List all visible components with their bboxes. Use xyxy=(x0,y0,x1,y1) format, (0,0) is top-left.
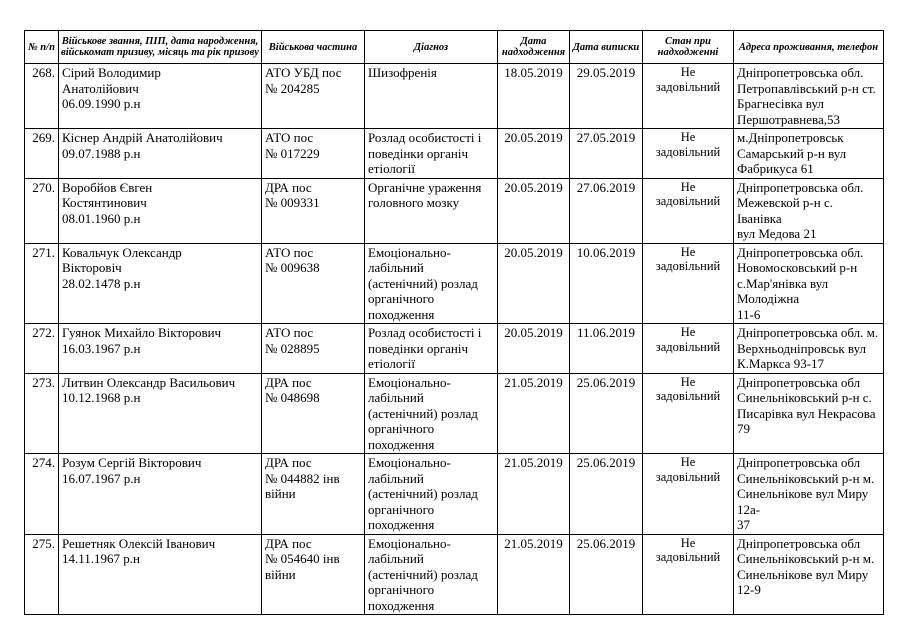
cell-unit xyxy=(262,324,365,374)
cell-discharged: 27.05.2019 xyxy=(570,129,643,179)
table-row xyxy=(25,129,884,179)
cell-unit xyxy=(262,178,365,243)
cell-person xyxy=(59,178,262,243)
cell-state xyxy=(643,129,734,179)
cell-unit-line: ДРА пос xyxy=(265,455,312,470)
cell-diagnosis-line: етіології xyxy=(368,161,415,176)
header-person: Військове звання, ПІП, дата народження, військомат призиву, місяць та рік призову xyxy=(59,31,262,64)
table-row xyxy=(25,178,884,243)
cell-address-line: Дніпропетровська обл. xyxy=(737,65,864,80)
cell-unit-line: ДРА пос xyxy=(265,179,312,195)
cell-unit-line: війни xyxy=(265,486,296,501)
cell-person-line: Литвин Олександр Васильович xyxy=(62,374,236,390)
cell-diagnosis-line: Розлад особистості і xyxy=(368,325,482,340)
header-diagnosis: Діагноз xyxy=(365,31,498,64)
cell-diagnosis-line: лабільний xyxy=(368,470,424,486)
cell-diagnosis xyxy=(365,64,498,129)
cell-unit-line: № 009331 xyxy=(265,195,320,210)
cell-person-line: Кіснер Андрій Анатолійович xyxy=(62,130,223,145)
cell-address-line: 11-6 xyxy=(737,306,761,322)
cell-diagnosis-line: походження xyxy=(368,436,435,452)
cell-person-line: Вікторовіч xyxy=(62,260,122,275)
cell-unit-line: ДРА пос xyxy=(265,535,312,551)
cell-person-line: Анатолійович xyxy=(62,80,139,96)
cell-num: 271. xyxy=(25,243,59,324)
cell-diagnosis-line: походження xyxy=(368,517,435,532)
cell-admitted: 20.05.2019 xyxy=(498,243,570,324)
cell-person-line: Решетняк Олексій Іванович xyxy=(62,535,216,551)
cell-diagnosis-line: Емоціонально- xyxy=(368,244,451,260)
cell-num: 275. xyxy=(25,534,59,615)
cell-person-line: Ковальчук Олександр xyxy=(62,244,182,260)
cell-unit-line: АТО пос xyxy=(265,130,314,145)
cell-discharged: 11.06.2019 xyxy=(570,324,643,374)
cell-person-line: Гуянок Михайло Вікторович xyxy=(62,325,222,340)
cell-num: 268. xyxy=(25,64,59,129)
cell-diagnosis-line: лабільний xyxy=(368,260,424,275)
cell-address-line: вул Медова 21 xyxy=(737,226,817,241)
table-header-row xyxy=(25,31,884,64)
cell-diagnosis-line: походження xyxy=(368,597,435,613)
cell-discharged: 27.06.2019 xyxy=(570,178,643,243)
cell-unit xyxy=(262,534,365,615)
cell-state-line: Не xyxy=(680,455,696,469)
table-row xyxy=(25,373,884,454)
cell-address xyxy=(734,243,884,324)
cell-person xyxy=(59,64,262,129)
cell-unit xyxy=(262,373,365,454)
cell-state xyxy=(643,178,734,243)
cell-unit-line: № 017229 xyxy=(265,145,320,161)
cell-unit-line: № 009638 xyxy=(265,260,320,275)
cell-address-line: Дніпропетровська обл xyxy=(737,455,861,470)
cell-state-line: задовільний xyxy=(655,194,721,208)
cell-discharged: 10.06.2019 xyxy=(570,243,643,324)
cell-unit-line: АТО пос xyxy=(265,244,314,260)
cell-diagnosis xyxy=(365,243,498,324)
cell-state-line: Не xyxy=(680,535,696,550)
cell-state-line: задовільний xyxy=(655,550,721,564)
cell-person xyxy=(59,324,262,374)
cell-unit-line: № 204285 xyxy=(265,80,320,96)
cell-address-line: Синельніковський р-н с. xyxy=(737,390,872,405)
cell-address xyxy=(734,64,884,129)
cell-num: 270. xyxy=(25,178,59,243)
cell-admitted: 21.05.2019 xyxy=(498,534,570,615)
cell-address-line: К.Маркса 93-17 xyxy=(737,356,825,371)
cell-state xyxy=(643,324,734,374)
cell-unit-line: ДРА пос xyxy=(265,374,312,390)
cell-address xyxy=(734,373,884,454)
cell-address-line: Синельнікове вул Миру 12а- xyxy=(737,486,869,517)
cell-address xyxy=(734,324,884,374)
header-discharged: Дата виписки xyxy=(570,31,643,64)
cell-address-line: Самарський р-н вул xyxy=(737,145,847,161)
cell-admitted: 21.05.2019 xyxy=(498,454,570,535)
cell-address-line: Синельніковський р-н м. xyxy=(737,551,875,566)
patients-table xyxy=(24,30,884,615)
cell-person-line: 28.02.1478 р.н xyxy=(62,275,141,291)
cell-address-line: Дніпропетровська обл. м. xyxy=(737,325,879,340)
cell-diagnosis xyxy=(365,324,498,374)
cell-discharged: 25.06.2019 xyxy=(570,534,643,615)
cell-admitted: 20.05.2019 xyxy=(498,129,570,179)
document-page xyxy=(24,30,884,615)
cell-address-line: Дніпропетровська обл. xyxy=(737,179,864,195)
cell-person-line: 16.07.1967 р.н xyxy=(62,470,141,486)
cell-person xyxy=(59,129,262,179)
cell-diagnosis xyxy=(365,534,498,615)
table-row xyxy=(25,454,884,535)
cell-unit xyxy=(262,64,365,129)
cell-diagnosis-line: органічного xyxy=(368,582,435,597)
cell-unit-line: АТО УБД пос xyxy=(265,65,342,80)
cell-diagnosis-line: Емоціонально- xyxy=(368,374,451,390)
cell-address xyxy=(734,178,884,243)
cell-person xyxy=(59,534,262,615)
cell-state-line: задовільний xyxy=(655,389,721,403)
header-admitted: Дата надходження xyxy=(498,31,570,64)
cell-address-line: с.Мар'янівка вул Молодіжна xyxy=(737,275,829,306)
cell-diagnosis-line: (астенічний) розлад xyxy=(368,275,478,291)
table-row xyxy=(25,64,884,129)
cell-diagnosis-line: (астенічний) розлад xyxy=(368,566,478,582)
cell-state-line: задовільний xyxy=(655,259,721,273)
cell-state xyxy=(643,534,734,615)
cell-address-line: Дніпропетровська обл xyxy=(737,374,861,390)
cell-diagnosis-line: головного мозку xyxy=(368,195,460,210)
table-row xyxy=(25,324,884,374)
cell-state xyxy=(643,64,734,129)
cell-num: 274. xyxy=(25,454,59,535)
cell-state-line: Не xyxy=(680,374,696,389)
cell-address-line: 37 xyxy=(737,517,750,532)
cell-diagnosis-line: Розлад особистості і xyxy=(368,130,482,145)
cell-state-line: задовільний xyxy=(655,144,721,159)
cell-diagnosis-line: Органічне ураження xyxy=(368,179,482,195)
cell-person-line: 14.11.1967 р.н xyxy=(62,551,140,566)
cell-address-line: м.Дніпропетровськ xyxy=(737,130,844,145)
cell-person-line: 10.12.1968 р.н xyxy=(62,390,141,405)
header-num: № п/п xyxy=(25,31,59,64)
cell-diagnosis-line: етіології xyxy=(368,356,415,371)
cell-state-line: Не xyxy=(680,325,696,339)
cell-discharged: 29.05.2019 xyxy=(570,64,643,129)
cell-person-line: 08.01.1960 р.н xyxy=(62,210,141,226)
cell-state-line: Не xyxy=(680,244,696,259)
cell-unit-line: війни xyxy=(265,566,296,582)
cell-diagnosis-line: поведінки органіч xyxy=(368,340,469,356)
cell-person-line: 06.09.1990 р.н xyxy=(62,96,141,111)
cell-diagnosis-line: поведінки органіч xyxy=(368,145,469,161)
cell-person-line: Сірий Володимир xyxy=(62,65,161,80)
cell-state xyxy=(643,373,734,454)
cell-diagnosis-line: лабільний xyxy=(368,551,424,566)
cell-address-line: Верхньодніпровськ вул xyxy=(737,340,867,356)
cell-state xyxy=(643,454,734,535)
cell-discharged: 25.06.2019 xyxy=(570,373,643,454)
cell-address-line: Новомосковський р-н xyxy=(737,260,858,275)
header-address: Адреса проживання, телефон xyxy=(734,31,884,64)
cell-address-line: Межевской р-н с. Іванівка xyxy=(737,195,833,226)
cell-state-line: задовільний xyxy=(655,339,721,354)
header-state: Стан при надходженні xyxy=(643,31,734,64)
cell-state-line: задовільний xyxy=(655,79,721,94)
cell-diagnosis xyxy=(365,454,498,535)
cell-address-line: Писарівка вул Некрасова 79 xyxy=(737,405,876,436)
cell-address xyxy=(734,534,884,615)
cell-num: 269. xyxy=(25,129,59,179)
cell-person-line: 09.07.1988 р.н xyxy=(62,145,141,161)
cell-diagnosis-line: (астенічний) розлад xyxy=(368,486,478,501)
cell-admitted: 20.05.2019 xyxy=(498,324,570,374)
cell-address xyxy=(734,454,884,535)
cell-diagnosis xyxy=(365,178,498,243)
cell-state-line: Не xyxy=(680,179,696,194)
cell-diagnosis-line: походження xyxy=(368,306,435,322)
cell-address-line: Фабрикуса 61 xyxy=(737,161,814,176)
cell-unit-line: № 048698 xyxy=(265,390,320,405)
cell-unit-line: № 028895 xyxy=(265,340,320,356)
cell-address-line: Синельніковський р-н м. xyxy=(737,470,875,486)
cell-person-line: Костянтинович xyxy=(62,195,147,210)
cell-admitted: 18.05.2019 xyxy=(498,64,570,129)
cell-address-line: Синельнікове вул Миру 12-9 xyxy=(737,566,869,597)
cell-unit-line: АТО пос xyxy=(265,325,314,340)
cell-diagnosis-line: Шизофренія xyxy=(368,65,437,80)
cell-person-line: Воробйов Євген xyxy=(62,179,153,195)
cell-unit-line: № 054640 інв xyxy=(265,551,340,566)
cell-admitted: 21.05.2019 xyxy=(498,373,570,454)
cell-person xyxy=(59,454,262,535)
cell-diagnosis-line: органічного xyxy=(368,291,435,306)
header-unit: Військова частина xyxy=(262,31,365,64)
cell-diagnosis-line: лабільний xyxy=(368,390,424,405)
cell-address-line: Першотравнева,53 xyxy=(737,111,840,127)
cell-state-line: Не xyxy=(680,65,696,79)
cell-state-line: задовільний xyxy=(655,469,721,484)
cell-num: 272. xyxy=(25,324,59,374)
cell-num: 273. xyxy=(25,373,59,454)
cell-state xyxy=(643,243,734,324)
cell-diagnosis xyxy=(365,129,498,179)
cell-diagnosis-line: Емоціонально- xyxy=(368,455,451,470)
cell-address-line: Петропавлівський р-н ст. xyxy=(737,80,876,96)
cell-address-line: Дніпропетровська обл. xyxy=(737,244,864,260)
cell-diagnosis-line: органічного xyxy=(368,501,435,517)
cell-address-line: Брагнесівка вул xyxy=(737,96,824,111)
cell-unit xyxy=(262,454,365,535)
cell-diagnosis xyxy=(365,373,498,454)
cell-state-line: Не xyxy=(680,130,696,144)
cell-admitted: 20.05.2019 xyxy=(498,178,570,243)
cell-address xyxy=(734,129,884,179)
cell-person-line: Розум Сергій Вікторович xyxy=(62,455,202,470)
cell-diagnosis-line: органічного xyxy=(368,421,435,436)
table-row xyxy=(25,534,884,615)
cell-unit-line: № 044882 інв xyxy=(265,470,340,486)
cell-address-line: Дніпропетровська обл xyxy=(737,535,861,551)
cell-person-line: 16.03.1967 р.н xyxy=(62,340,141,356)
cell-unit xyxy=(262,129,365,179)
table-row xyxy=(25,243,884,324)
cell-person xyxy=(59,243,262,324)
cell-diagnosis-line: Емоціонально- xyxy=(368,535,451,551)
cell-person xyxy=(59,373,262,454)
cell-diagnosis-line: (астенічний) розлад xyxy=(368,405,478,421)
cell-unit xyxy=(262,243,365,324)
cell-discharged: 25.06.2019 xyxy=(570,454,643,535)
